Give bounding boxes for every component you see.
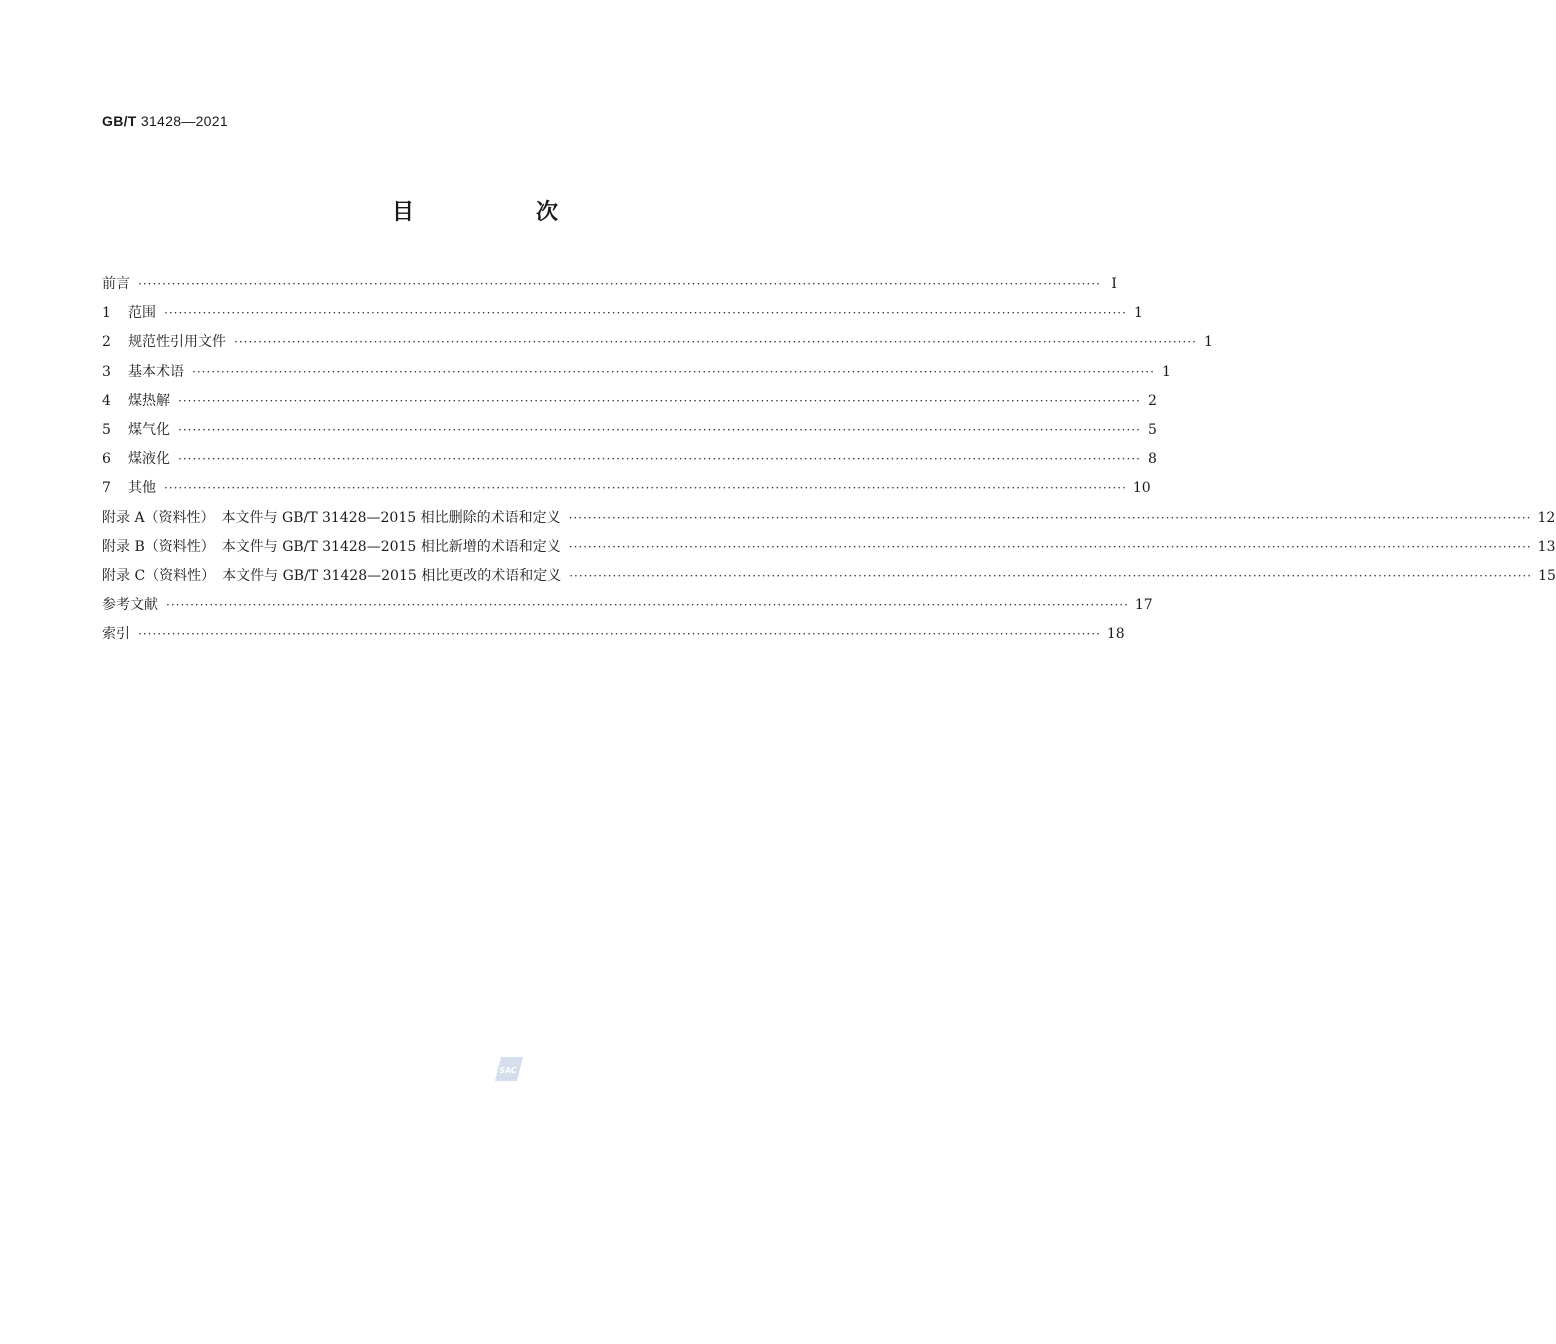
standard-code-header <box>102 113 228 129</box>
toc-entry[interactable] <box>102 507 1556 536</box>
toc-dot-leader: ········································································································································································································ <box>164 481 1127 496</box>
toc-entry[interactable] <box>102 273 1117 302</box>
toc-dot-leader: ········································································································································································································ <box>178 452 1141 467</box>
page-title: 目 次 <box>391 200 608 225</box>
toc-entry[interactable] <box>102 536 1556 565</box>
toc-dot-leader: ········································································································································································································ <box>234 335 1197 350</box>
toc-entry-page-number: 12 <box>1537 509 1556 526</box>
toc-entry-label: 附录 C（资料性） 本文件与 GB/T 31428—2015 相比更改的术语和定义 <box>102 567 562 584</box>
watermark-text: SAC <box>499 1066 517 1075</box>
toc-entry[interactable] <box>102 477 1151 506</box>
toc-entry-label: 基本术语 <box>128 363 184 380</box>
toc-entry-page-number: 18 <box>1106 626 1125 643</box>
toc-entry-label: 附录 B（资料性） 本文件与 GB/T 31428—2015 相比新增的术语和定义 <box>102 538 561 555</box>
toc-entry-number: 3 <box>102 363 111 380</box>
toc-entry-number: 5 <box>102 421 111 438</box>
toc-entry-number: 7 <box>102 480 111 497</box>
toc-dot-leader: ········································································································································································································ <box>178 393 1141 408</box>
toc-entry-page-number: 2 <box>1147 392 1157 409</box>
toc-dot-leader: ········································································································································································································ <box>192 364 1155 379</box>
toc-dot-leader: ········································································································································································································ <box>138 627 1101 642</box>
toc-entry-label: 煤液化 <box>128 451 170 468</box>
toc-entry-number: 2 <box>102 334 111 351</box>
toc-entry[interactable] <box>102 623 1125 652</box>
toc-entry[interactable] <box>102 361 1171 390</box>
toc-entry-label: 规范性引用文件 <box>128 334 226 351</box>
toc-entry-label: 范围 <box>128 305 156 322</box>
toc-entry-page-number: 8 <box>1147 451 1157 468</box>
toc-dot-leader: ········································································································································································································ <box>178 422 1141 437</box>
toc-entry-page-number: 15 <box>1538 567 1556 584</box>
toc-entry[interactable] <box>102 419 1157 448</box>
sac-watermark-logo <box>495 1057 523 1081</box>
toc-entry[interactable] <box>102 390 1157 419</box>
toc-dot-leader: ········································································································································································································ <box>569 568 1533 583</box>
toc-entry-label: 其他 <box>128 480 156 497</box>
toc-entry-label: 煤气化 <box>128 421 170 438</box>
toc-entry-number: 6 <box>102 451 111 468</box>
toc-entry-page-number: 17 <box>1134 597 1153 614</box>
toc-entry-number: 4 <box>102 392 111 409</box>
toc-entry-page-number: 13 <box>1537 538 1556 555</box>
toc-entry-label: 煤热解 <box>128 392 170 409</box>
toc-dot-leader: ········································································································································································································ <box>568 539 1532 554</box>
toc-dot-leader: ········································································································································································································ <box>166 598 1129 613</box>
toc-entry[interactable] <box>102 594 1153 623</box>
toc-entry-label: 前言 <box>102 276 130 292</box>
standard-code-prefix: GB/T <box>102 113 137 129</box>
standard-code-number: 31428—2021 <box>140 113 228 129</box>
toc-entry-page-number: 5 <box>1147 421 1157 438</box>
toc-entry-page-number: 1 <box>1203 334 1213 351</box>
toc-entry-number: 1 <box>102 305 111 322</box>
toc-entry-page-number: 1 <box>1161 363 1171 380</box>
toc-entry-page-number: 10 <box>1132 480 1151 497</box>
toc-entry[interactable] <box>102 331 1213 360</box>
table-of-contents <box>102 273 1556 652</box>
toc-entry[interactable] <box>102 565 1556 594</box>
toc-entry-page-number: Ⅰ <box>1111 276 1117 292</box>
toc-dot-leader: ········································································································································································································ <box>138 277 1101 291</box>
toc-entry[interactable] <box>102 448 1157 477</box>
toc-entry-label: 索引 <box>102 626 130 643</box>
toc-entry-label: 附录 A（资料性） 本文件与 GB/T 31428—2015 相比删除的术语和定义 <box>102 509 561 526</box>
toc-entry-page-number: 1 <box>1133 305 1143 322</box>
toc-dot-leader: ········································································································································································································ <box>568 510 1532 525</box>
toc-entry[interactable] <box>102 302 1143 331</box>
toc-entry-label: 参考文献 <box>102 597 158 614</box>
toc-dot-leader: ········································································································································································································ <box>164 306 1127 321</box>
